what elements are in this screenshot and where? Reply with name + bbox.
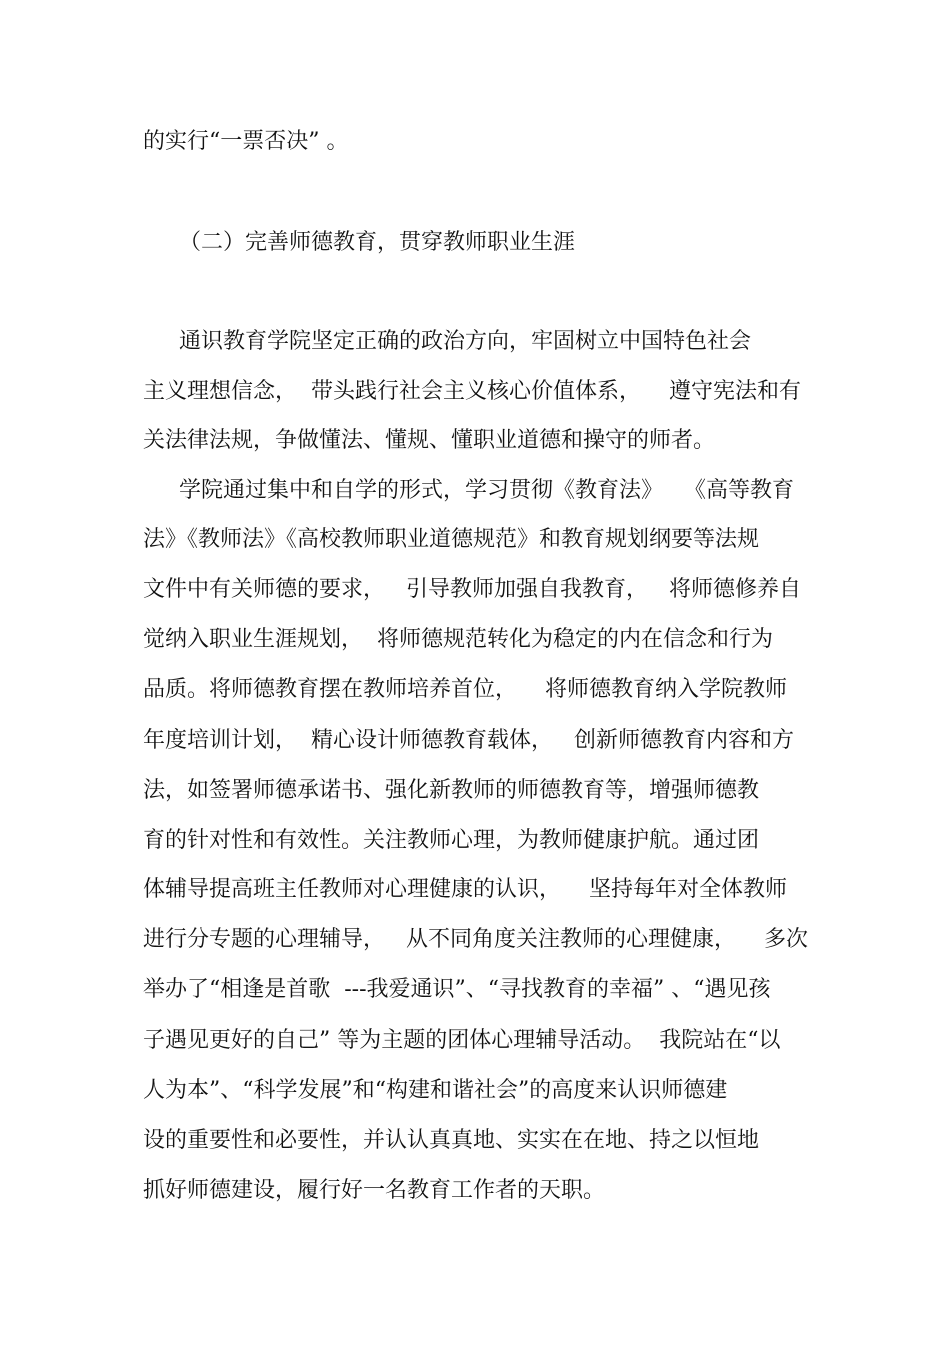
text-line: 育的针对性和有效性。关注教师心理，为教师健康护航。通过团 — [143, 828, 760, 853]
text-line: 的实行“一票否决” 。 — [143, 129, 349, 154]
text-line: 举办了“相逢是首歌 ---我爱通识”、“寻找教育的幸福” 、“遇见孩 — [143, 977, 771, 1002]
text-line: 主义理想信念， 带头践行社会主义核心价值体系， 遵守宪法和有 — [143, 379, 801, 404]
text-line: 设的重要性和必要性，并认认真真地、实实在在地、持之以恒地 — [143, 1128, 760, 1153]
text-line: 觉纳入职业生涯规划， 将师德规范转化为稳定的内在信念和行为 — [143, 627, 773, 652]
text-line: 品质。将师德教育摆在教师培养首位， 将师德教育纳入学院教师 — [143, 677, 787, 702]
text-line: 体辅导提高班主任教师对心理健康的认识， 坚持每年对全体教师 — [143, 877, 787, 902]
text-line: 年度培训计划， 精心设计师德教育载体， 创新师德教育内容和方 — [143, 728, 794, 753]
text-line: 子遇见更好的自己” 等为主题的团体心理辅导活动。 我院站在“以 — [143, 1028, 781, 1053]
section-heading: （二）完善师德教育，贯穿教师职业生涯 — [179, 230, 576, 255]
text-line: 法，如签署师德承诺书、强化新教师的师德教育等，增强师德教 — [143, 778, 760, 803]
text-line: 学院通过集中和自学的形式，学习贯彻《教育法》 《高等教育 — [179, 478, 794, 503]
text-line: 通识教育学院坚定正确的政治方向，牢固树立中国特色社会 — [179, 329, 752, 354]
text-line: 进行分专题的心理辅导， 从不同角度关注教师的心理健康， 多次 — [143, 927, 808, 952]
text-line: 人为本”、“科学发展”和“构建和谐社会”的高度来认识师德建 — [143, 1078, 728, 1103]
text-line: 抓好师德建设，履行好一名教育工作者的天职。 — [143, 1178, 606, 1203]
text-line: 关法律法规，争做懂法、懂规、懂职业道德和操守的师者。 — [143, 428, 716, 453]
text-line: 法》《教师法》《高校教师职业道德规范》和教育规划纲要等法规 — [143, 527, 760, 552]
text-line: 文件中有关师德的要求， 引导教师加强自我教育， 将师德修养自 — [143, 577, 801, 602]
